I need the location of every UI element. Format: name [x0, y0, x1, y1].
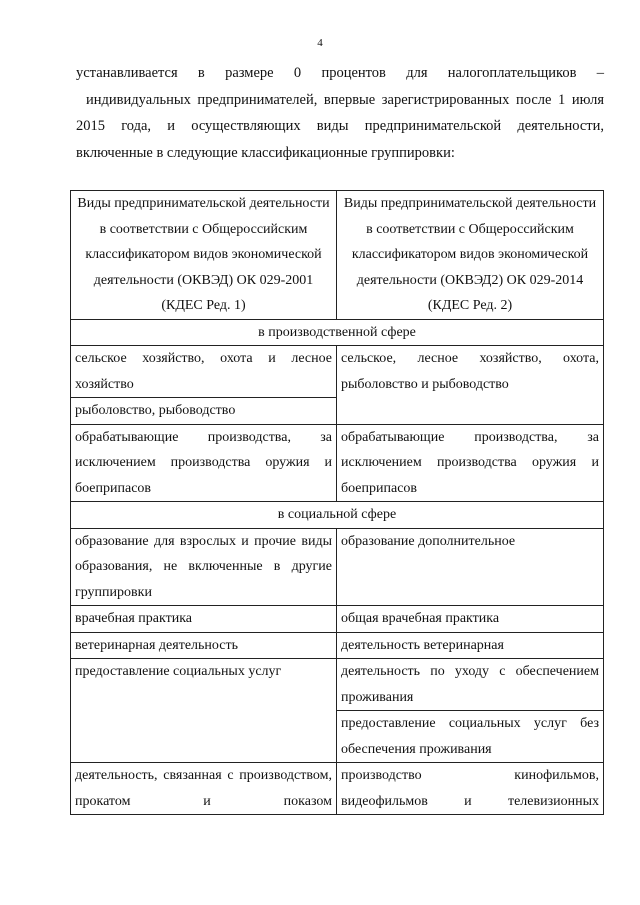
cell-social-new-1: деятельность по уходу с обеспечением проживания	[337, 659, 604, 711]
cell-agriculture-new: сельское, лесное хозяйство, охота, рыболовство и рыбоводство	[337, 346, 604, 425]
table-row	[71, 632, 604, 659]
header-okved2-2014: Виды предпринимательской деятельности в соответствии с Общероссийским классификатором видов экономической деятельности (ОКВЭД2) ОК 029-2014 (КДЕС Ред. 2)	[337, 191, 604, 320]
cell-agriculture-old: сельское хозяйство, охота и лесное хозяйство	[71, 346, 337, 398]
cell-medical-old: врачебная практика	[71, 606, 337, 633]
cell-manufacturing-old: обрабатывающие производства, за исключением производства оружия и боеприпасов	[71, 424, 337, 502]
page-number: 4	[317, 37, 323, 49]
header-okved-2001: Виды предпринимательской деятельности в соответствии с Общероссийским классификатором видов экономической деятельности (ОКВЭД) ОК 029-2001 (КДЕС Ред. 1)	[71, 191, 337, 320]
table-row	[71, 528, 604, 606]
table-row	[71, 424, 604, 502]
cell-education-new: образование дополнительное	[337, 528, 604, 606]
table-row	[71, 606, 604, 633]
table-row	[71, 346, 604, 398]
cell-manufacturing-new: обрабатывающие производства, за исключением производства оружия и боеприпасов	[337, 424, 604, 502]
intro-line: 2015 года, и осуществляющих виды предпринимательской деятельности,	[76, 118, 604, 134]
cell-education-old: образование для взрослых и прочие виды образования, не включенные в другие группировки	[71, 528, 337, 606]
cell-vet-old: ветеринарная деятельность	[71, 632, 337, 659]
cell-film-old	[71, 763, 337, 815]
cell-text: деятельность, связанная с производством, прокатом и показом	[75, 768, 332, 809]
cell-film-new	[337, 763, 604, 815]
table-header-row	[71, 191, 604, 320]
activity-classification-table	[70, 190, 604, 815]
cell-vet-new: деятельность ветеринарная	[337, 632, 604, 659]
section-social: в социальной сфере	[71, 502, 604, 529]
cell-social-old: предоставление социальных услуг	[71, 659, 337, 763]
intro-line: включенные в следующие классификационные группировки:	[76, 144, 455, 161]
intro-paragraph	[76, 60, 604, 166]
section-production: в производственной сфере	[71, 319, 604, 346]
cell-social-new-2: предоставление социальных услуг без обеспечения проживания	[337, 711, 604, 763]
section-row	[71, 319, 604, 346]
cell-text: производство кинофильмов, видеофильмов и телевизионных	[341, 768, 599, 809]
intro-line: устанавливается в размере 0 процентов для налогоплательщиков –	[76, 65, 604, 81]
table-row	[71, 763, 604, 815]
intro-line: индивидуальных предпринимателей, впервые зарегистрированных после 1 июля	[86, 91, 604, 108]
section-row	[71, 502, 604, 529]
table-row	[71, 659, 604, 711]
cell-fishing-old: рыболовство, рыбоводство	[71, 398, 337, 425]
cell-medical-new: общая врачебная практика	[337, 606, 604, 633]
